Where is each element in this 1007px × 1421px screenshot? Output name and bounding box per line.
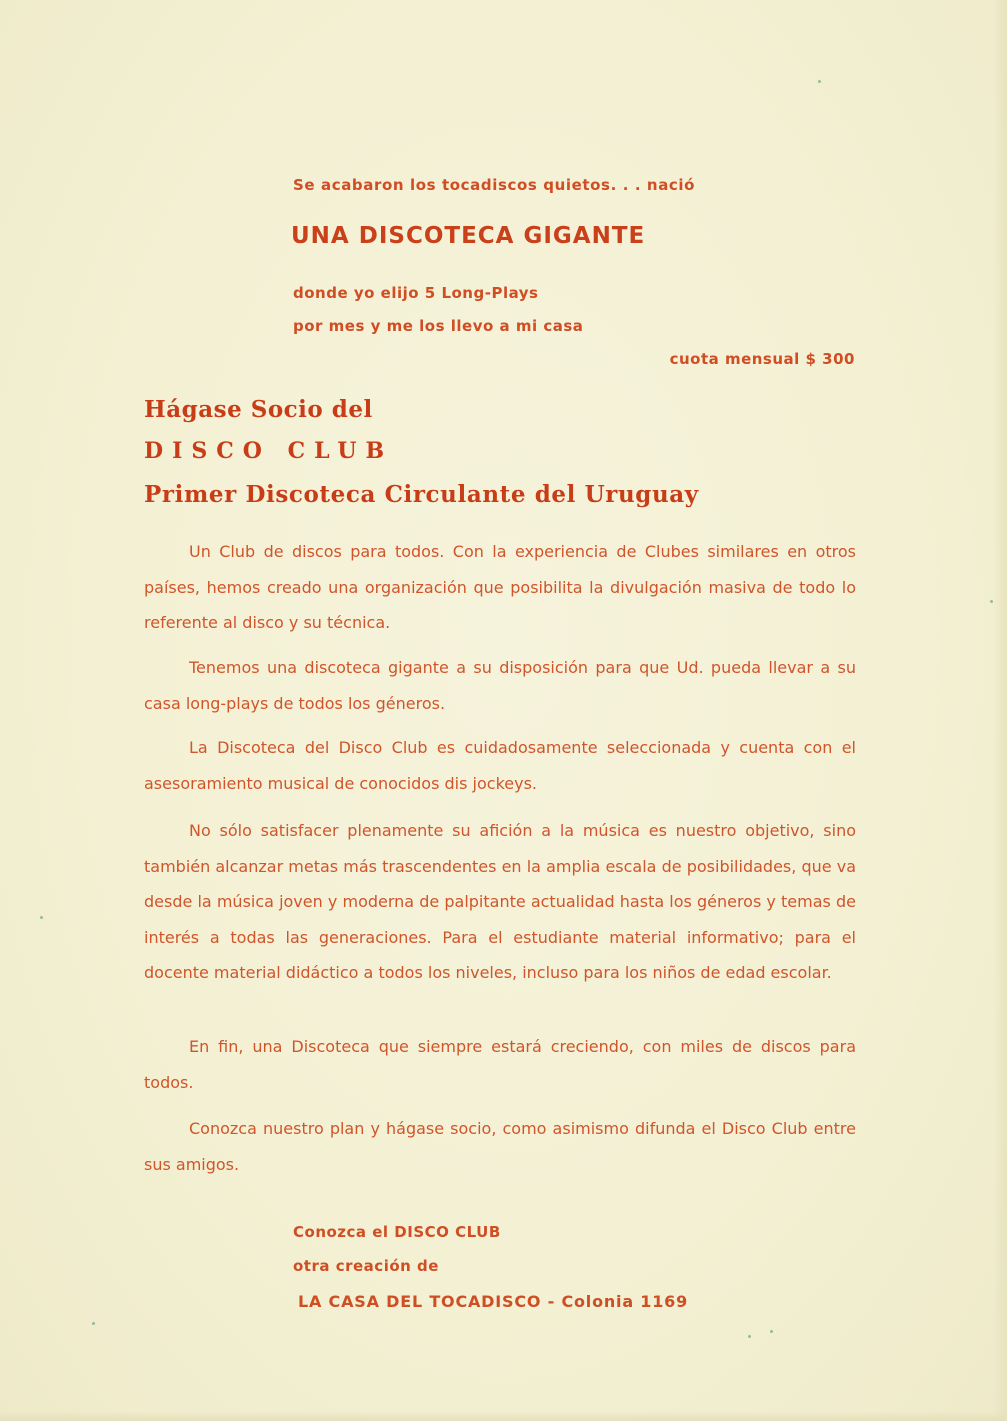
club-heading-line-2: DISCO CLUB	[144, 438, 394, 464]
paper-speck	[40, 916, 43, 919]
offer-line-1: donde yo elijo 5 Long-Plays	[293, 284, 539, 302]
footer-line-3: LA CASA DEL TOCADISCO - Colonia 1169	[298, 1292, 689, 1311]
body-paragraph	[144, 1111, 856, 1182]
body-paragraph	[144, 813, 856, 991]
paragraph-text: Un Club de discos para todos. Con la experiencia de Clubes similares en otros países, hemos creado una organización que posibilita la divulgación masiva de todo lo referente al disco y su técnica.	[144, 542, 856, 632]
paragraph-text: Tenemos una discoteca gigante a su disposición para que Ud. pueda llevar a su casa long-plays de todos los géneros.	[144, 658, 856, 713]
paragraph-text: En fin, una Discoteca que siempre estará creciendo, con miles de discos para todos.	[144, 1037, 856, 1092]
body-paragraph	[144, 650, 856, 721]
footer-line-2: otra creación de	[293, 1257, 439, 1275]
paper-speck	[990, 600, 993, 603]
paper-speck	[818, 80, 821, 83]
intro-line: Se acabaron los tocadiscos quietos. . . nació	[293, 176, 696, 194]
paragraph-text: Conozca nuestro plan y hágase socio, como asimismo difunda el Disco Club entre sus amigos.	[144, 1119, 856, 1174]
paper-speck	[748, 1335, 751, 1338]
offer-line-2: por mes y me los llevo a mi casa	[293, 317, 584, 335]
club-heading-line-3: Primer Discoteca Circulante del Uruguay	[144, 481, 699, 508]
body-paragraph	[144, 534, 856, 641]
footer-line-1: Conozca el DISCO CLUB	[293, 1223, 501, 1241]
paper-speck	[92, 1322, 95, 1325]
paragraph-text: No sólo satisfacer plenamente su afición a la música es nuestro objetivo, sino también alcanzar metas más trascendentes en la amplia escala de posibilidades, que va desde la música joven y moderna de palpitante actualidad hasta los géneros y temas de interés a todas las generaciones. Para el estudiante material informativo; para el docente material didáctico a todos los niveles, incluso para los niños de edad escolar.	[144, 821, 856, 982]
paper-speck	[770, 1330, 773, 1333]
body-paragraph	[144, 1029, 856, 1100]
paper-edge-right	[993, 0, 1007, 1421]
main-title: UNA DISCOTECA GIGANTE	[291, 223, 646, 249]
paragraph-text: La Discoteca del Disco Club es cuidadosamente seleccionada y cuenta con el asesoramiento musical de conocidos dis jockeys.	[144, 738, 856, 793]
body-paragraph	[144, 730, 856, 801]
club-heading-line-1: Hágase Socio del	[144, 396, 373, 423]
paper-edge-bottom	[0, 1411, 1007, 1421]
monthly-fee: cuota mensual $ 300	[669, 350, 855, 368]
